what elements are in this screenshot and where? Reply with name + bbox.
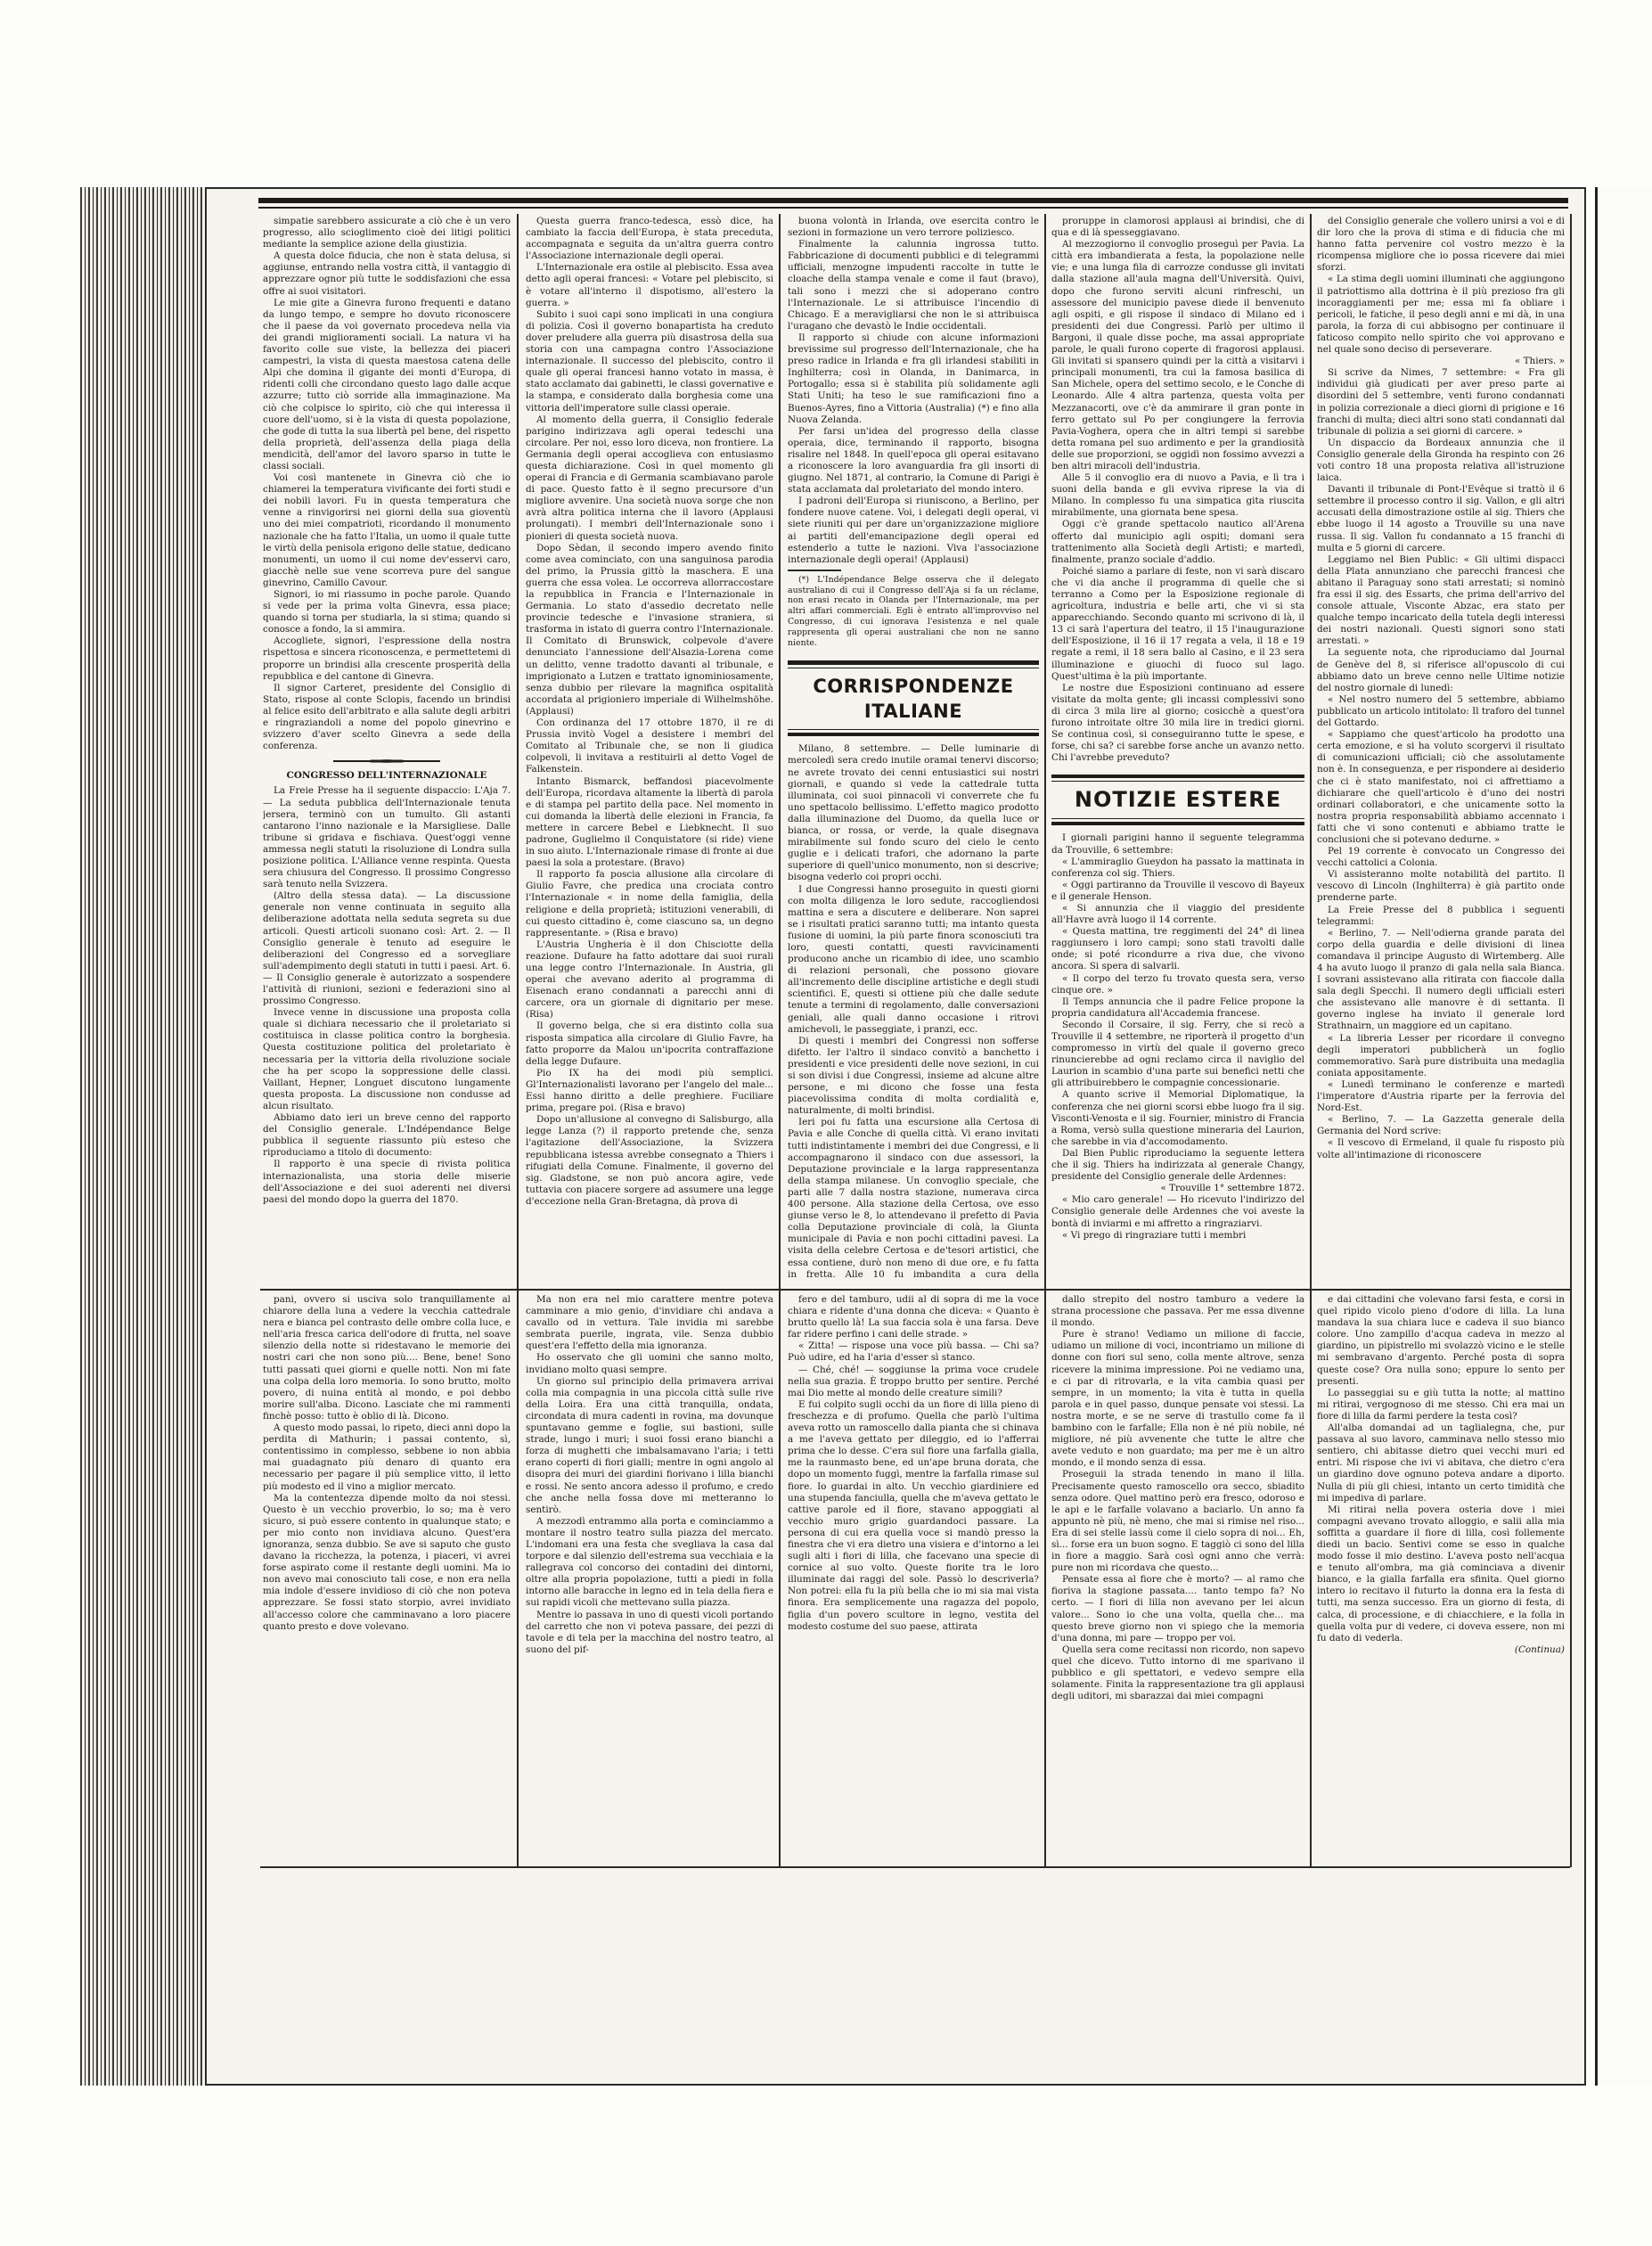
heading-rule xyxy=(788,733,1039,736)
section-heading-corrispondenze: CORRISPONDENZE ITALIANE xyxy=(813,676,1014,723)
paragraph: Il signor Carteret, presidente del Consiglio di Stato, rispose al conte Sclopis, facendo un brindisi al felice esito dell'arbitrato e alla salute degli arbitri e ringraziandoli a nome del popolo ginevrino e svizzero d'aver scelto Ginevra a sede della conferenza. xyxy=(263,682,511,752)
column-rule xyxy=(517,214,519,1867)
column-1 xyxy=(263,216,511,1282)
paragraph: La Freie Presse ha il seguente dispaccio: L'Aja 7. — La seduta pubblica dell'Internazionale tenuta jersera, terminò con un tumulto. Gli astanti cantarono l'inno nazionale e la Marsigliese. Dalle tribune si gridava e fischiava. Quest'oggi venne ammessa negli statuti la risoluzione di Londra sulla posizione politica. L'Alliance venne respinta. Questa sera chiusura del Congresso. Il prossimo Congresso sarà tenuto nella Svizzera. xyxy=(263,785,511,890)
paragraph: Proseguii la strada tenendo in mano il lilla. Precisamente questo ramoscello ora secco, sbiadito senza odore. Quel mattino però era fresco, odoroso e le api e le farfalle volavano a baciarlo. Un anno fa appunto nè più, nè meno, che mai si rimise nel riso... Era di sei stelle lassù come il cielo sopra di noi... Eh, sì... forse era un buon sogno. E taggiò ci sono del lilla in fiore a maggio. Sarà così ogni anno che verrà: pure non mi ricordava che questo... xyxy=(1051,1469,1304,1574)
column-rule xyxy=(779,214,781,1867)
paragraph: Pio IX ha dei modi più semplici. Gl'Internazionalisti lavorano per l'angelo del male... Essi hanno diritto a delle preghiere. Fuciliare prima, pregare poi. (Risa e bravo) xyxy=(526,1067,773,1114)
paragraph: A questa dolce fiducia, che non è stata delusa, si aggiunse, entrando nella vostra città, il vantaggio di apprezzare ognor più tutte le soddisfazioni che essa offre ai suoi visitatori. xyxy=(263,250,511,297)
paragraph: Di questi i membri dei Congressi non sofferse difetto. Ier l'altro il sindaco convitò a banchetto i presidenti e vice presidenti delle nove sezioni, in cui si son divisi i due Congressi, insieme ad alcune altre persone, e mi dicono che fosse una festa piacevolissima condita di molta cordialità e, naturalmente, di molti brindisi. xyxy=(788,1035,1039,1117)
paragraph: proruppe in clamorosi applausi ai brindisi, che di qua e di là spesseggiavano. xyxy=(1051,216,1304,239)
feuilleton-column-1 xyxy=(263,1294,511,1861)
feuilleton-rule xyxy=(260,1289,1570,1291)
column-rule xyxy=(1310,214,1312,1867)
paragraph: Per farsi un'idea del progresso della classe operaia, dice, terminando il rapporto, bisogna risalire nel 1848. In quell'epoca gli operai esitavano a riconoscere la loro avanguardia fra gli insorti di giugno. Nel 1871, al contrario, la Comune di Parigi è stata acclamata dal proletariato del mondo intero. xyxy=(788,425,1039,496)
paragraph: Pure è strano! Vediamo un milione di faccie, udiamo un milione di voci, incontriamo un milione di donne con fiori sul seno, colla mente altrove, senza ricevere la minima impressione. Poi ne vediamo una, e ci par di ritrovarla, e la vita cambia quasi per sempre, in un momento; la vita è tutta in quella parola e in quel passo, dunque pensate voi stessi. La nostra morte, e se ne serve di trastullo come fa il bambino con le farfalle; Ella non è né più nobile, né migliore, né più avvenente che tutte le altre che avete veduto e non guardato; ma per me è un altro mondo, e il mondo senza di essa. xyxy=(1051,1329,1304,1469)
paragraph: La Freie Presse del 8 pubblica i seguenti telegrammi: xyxy=(1317,904,1565,927)
paragraph: Si scrive da Nimes, 7 settembre: « Fra gli individui già giudicati per aver preso parte ai disordini del 5 settembre, venti furono condannati in polizia correzionale a dieci giorni di prigione e 16 franchi di multa; dieci altri sono stati condannati dal tribunale di polizia a sei giorni di carcere. » xyxy=(1317,367,1565,437)
paragraph: Alle 5 il convoglio era di nuovo a Pavia, e lì tra i suoni della banda e gli evviva riprese la via di Milano. In complesso fu una simpatica gita riuscita mirabilmente, una giornata bene spesa. xyxy=(1051,472,1304,519)
paragraph: Dopo Sèdan, il secondo impero avendo finito come avea cominciato, con una sanguinosa parodia del primo, la Prussia gittò la maschera. E una guerra che essa volea. Le occorreva allorraccostare la repubblica in Francia e l'Internazionale in Germania. Lo stato d'assedio decretato nelle provincie tedesche e l'invasione straniera, si trasforma in istato di guerra contro l'Internazionale. Il Comitato di Brunswick, colpevole d'avere denunciato l'annessione dell'Alsazia-Lorena come un delitto, venne tradotto davanti al tribunale, e imprigionato a Lutzen e trattato ignominiosamente, senza dubbio per rilevare la magnifica ospitalità accordata al prigioniero imperiale di Wilhelmshöhe. (Applausi) xyxy=(526,542,773,717)
section-divider xyxy=(333,758,440,765)
heading-rule xyxy=(788,729,1039,730)
paragraph: Intanto Bismarck, beffandosi piacevolmente dell'Europa, ricordava altamente la libertà di parola e di stampa pel partito della pace. Nel momento in cui domanda la libertà delle elezioni in Francia, fa mettere in carcere Bebel e Liebknecht. Il suo padrone, Guglielmo il Conquistatore (si ride) viene in suo aiuto. L'Internazionale rimase di fronte ai due paesi la sola a protestare. (Bravo) xyxy=(526,775,773,869)
paragraph: Voi così mantenete in Ginevra ciò che io chiamerei la temperatura vivificante dei forti studi e dei nobili lavori. Fu in questa temperatura che venne a rinvigorirsi nei giorni della sua gioventù uno dei miei compatrioti, ricordando il monumento nazionale che ha fatto l'Italia, un uomo il quale tutte le virtù della penisola erigono delle statue, dedicano monumenti, un uomo il cui nome dev'esservi caro, giacchè nelle sue vene scorreva pure del sangue ginevrino, Camillo Cavour. xyxy=(263,472,511,588)
paragraph: Finalmente la calunnia ingrossa tutto. Fabbricazione di documenti pubblici e di telegrammi ufficiali, menzogne impudenti raccolte in tutte le cloache della stampa venale e come il faut (bravo), tali sono i mezzi che si adoperano contro l'Internazionale. Le si attribuisce l'incendio di Chicago. E a meravigliarsi che non le si attribuisca l'uragano che devastò le Indie occidentali. xyxy=(788,239,1039,332)
paragraph: Pel 19 corrente è convocato un Congresso dei vecchi cattolici a Colonia. xyxy=(1317,846,1565,869)
heading-rule xyxy=(1051,775,1304,778)
paragraph: del Consiglio generale che vollero unirsi a voi e di dir loro che la prova di stima e di fiducia che mi hanno fatta pervenire col vostro mezzo è la ricompensa migliore che io possa ricevere dai miei sforzi. xyxy=(1317,216,1565,274)
signature: « Thiers. » xyxy=(1514,356,1565,367)
paragraph: Il rapporto è una specie di rivista politica internazionalista, una storia delle miserie dell'Associazione e dei suoi aderenti nei diversi paesi del mondo dopo la guerra del 1870. xyxy=(263,1159,511,1205)
paragraph: Ma la contentezza dipende molto da noi stessi. Questo è un vecchio proverbio, lo so; ma è vero sicuro, si può essere contento in qualunque stato; e per mio conto non invidiava alcuno. Quest'era ignoranza, senza dubbio. Se ave si saputo che gusto davano la ricchezza, la potenza, i piaceri, vi avrei forse aspirato come il restante degli uomini. Ma io non avevo mai conosciuto tali cose, e non era nella mia indole d'essere invidioso di ciò che non poteva apprezzare. Se fossi stato storpio, avrei invidiato all'accesso colore che camminavano a loro piacere quanto presto e dove volevano. xyxy=(263,1492,511,1632)
paragraph: Abbiamo dato ieri un breve cenno del rapporto del Consiglio generale. L'Indépendance Belge pubblica il seguente riassunto più esteso che riproduciamo a titolo di documento: xyxy=(263,1112,511,1159)
paragraph: — Ché, ché! — soggiunse la prima voce crudele nella sua grazia. È troppo brutto per sentire. Perché mai Dio mette al mondo delle creature simili? xyxy=(788,1364,1039,1398)
heading-rule xyxy=(1051,818,1304,819)
top-rule-thin xyxy=(258,207,1568,209)
bottom-rule xyxy=(260,1866,1570,1868)
heading-rule xyxy=(1051,781,1304,782)
paragraph: buona volontà in Irlanda, ove esercita contro le sezioni in formazione un vero terrore poliziesco. xyxy=(788,216,1039,239)
paragraph: fero e del tamburo, udii al di sopra di me la voce chiara e ridente d'una donna che diceva: « Quanto è brutto quello là! La sua faccia sola è una farsa. Deve far ridere perfino i cani delle strade. » xyxy=(788,1294,1039,1340)
paragraph: Ieri poi fu fatta una escursione alla Certosa di Pavia e alle Conche di quella città. Vi erano invitati tutti indistintamente i membri dei due Congressi, e li accompagnarono il sindaco con due assessori, la Deputazione provinciale e la larga rappresentanza della stampa milanese. Un convoglio speciale, che parti alle 7 dalla nostra stazione, numerava circa 400 persone. Alla stazione della Certosa, ove esso giunse verso le 8, lo attendevano il prefetto di Pavia colla Deputazione provinciale di colà, la Giunta municipale di Pavia e non pochi cittadini pavesi. La visita della celebre Certosa e de'tesori artistici, che essa contiene, durò non meno di due ore, e fu fatta in fretta. Alle 10 fu imbandita a cura della xyxy=(788,1117,1039,1280)
section-heading: CONGRESSO DELL'INTERNAZIONALE xyxy=(286,770,487,782)
section-heading-notizie-estere: NOTIZIE ESTERE xyxy=(1074,787,1282,813)
paragraph: « L'ammiraglio Gueydon ha passato la mattinata in conferenza col sig. Thiers. xyxy=(1051,856,1304,879)
paragraph: « La stima degli uomini illuminati che aggiungono il patriottismo alla dottrina è il più prezioso fra gli incoraggiamenti per me; essa mi fa obliare i pericoli, le fatiche, il peso degli anni e mi dà, in una parola, la forza di cui abbisogno per continuare il faticoso compito nello spirito che voi approvano e nel quale sono deciso di perseverare. xyxy=(1317,274,1565,356)
letter-dateline: « Trouville 1° settembre 1872. xyxy=(1160,1183,1304,1194)
paragraph: A questo modo passai, lo ripeto, dieci anni dopo la perdita di Mathurin; i passai contento, sì, contentissimo in complesso, sebbene io non abbia mai guadagnato più denaro di quanto era necessario per pagare il più semplice vitto, il letto più modesto ed il vino a miglior mercato. xyxy=(263,1422,511,1492)
column-4 xyxy=(1051,216,1304,1282)
paragraph: pani, ovvero si usciva solo tranquillamente al chiarore della luna a vedere la vecchia cattedrale nera e bianca pel contrasto delle ombre colla luce, e nell'aria fresca carica dell'odore di frutta, nel soave silenzio della notte si ridestavano le memorie dei nostri cari che non sono più.... Bene, bene! Sono tutti passati quei giorni e quelle notti. Non mi fate una colpa della loro memoria. Io sono brutto, molto povero, di nuina entità al mondo, e poi debbo morire sull'alba. Dicono. Lasciate che mi rammenti finchè posso: tutto è oblio di là. Dicono. xyxy=(263,1294,511,1422)
heading-rule xyxy=(1051,822,1304,825)
paragraph: Ho osservato che gli uomini che sanno molto, invidiano molto quasi sempre. xyxy=(526,1352,773,1375)
paragraph: La seguente nota, che riproduciamo dal Journal de Genève del 8, si riferisce all'opuscolo di cui abbiamo dato un breve cenno nelle Ultime notizie del nostro giornale di lunedì: xyxy=(1317,647,1565,693)
footnote: (*) L'Indépendance Belge osserva che il delegato australiano di cui il Congresso dell'Aja si fa un réclame, non erasi recato in Olanda per l'Internazionale, ma per altri affari commerciali. Egli è entrato all'improvviso nel Congresso, di cui ignorava l'esistenza e nel quale rappresenta gli operai australiani che non ne sanno niente. xyxy=(788,574,1039,648)
paragraph: Vi assisteranno molte notabilità del partito. Il vescovo di Lincoln (Inghilterra) è già partito onde prenderne parte. xyxy=(1317,869,1565,904)
paragraph: Secondo il Corsaire, il sig. Ferry, che si recò a Trouville il 4 settembre, ne riporterà il progetto d'un compromesso in virtù del quale il governo greco rinuncierebbe ad ogni reclamo circa il naviglio del Laurion in scambio d'una parte sui benefici netti che gli attribuirebbero le compagnie concessionarie. xyxy=(1051,1019,1304,1089)
paragraph: « La libreria Lesser per ricordare il convegno degli imperatori pubblicherà un foglio commemorativo. Sarà pure distribuita una medaglia coniata appositamente. xyxy=(1317,1032,1565,1078)
paragraph: simpatie sarebbero assicurate a ciò che è un vero progresso, allo scioglimento cioè dei litigi politici mediante la semplice azione della giustizia. xyxy=(263,216,511,250)
continued-note: (Continua) xyxy=(1514,1644,1565,1655)
paragraph: Mentre io passava in uno di questi vicoli portando del carretto che non vi poteva passare, dei pezzi di tavole e di tela per la macchina del nostro teatro, al suono del pif- xyxy=(526,1609,773,1655)
paragraph: dallo strepito del nostro tamburo a vedere la strana processione che passava. Per me essa divenne il mondo. xyxy=(1051,1294,1304,1329)
paragraph: All'alba domandai ad un taglialegna, che, pur passava al suo lavoro, camminava nello stesso mio sentiero, chi abitasse dietro quei vecchi muri ed entri. Mi rispose che ivi vi abitava, che dietro c'era un giardino dove ognuno poteva andare a diporto. Nulla di più gli chiesi, intanto un certo timidità che mi impediva di parlare. xyxy=(1317,1422,1565,1504)
paragraph: « Questa mattina, tre reggimenti del 24° di linea raggiunsero i loro campi; sono stati travolti dalle onde; si poté ricondurre a riva due, che vivono ancora. Si spera di salvarli. xyxy=(1051,926,1304,972)
footnote-rule xyxy=(788,570,841,571)
paragraph: L'Internazionale era ostile al plebiscito. Essa avea detto agli operai francesi: « Votare pel plebiscito, si è votare all'interno il dispotismo, all'estero la guerra. » xyxy=(526,262,773,308)
paragraph: « Oggi partiranno da Trouville il vescovo di Bayeux e il generale Henson. xyxy=(1051,879,1304,902)
feuilleton-column-5 xyxy=(1317,1294,1565,1861)
heading-rule xyxy=(788,660,1039,665)
paragraph: « Lunedì terminano le conferenze e martedì l'imperatore d'Austria riparte per la ferrovia del Nord-Est. xyxy=(1317,1078,1565,1114)
feuilleton-column-4 xyxy=(1051,1294,1304,1861)
paragraph: I padroni dell'Europa si riuniscono, a Berlino, per fondere nuove catene. Voi, i delegati degli operai, vi siete riuniti qui per dare un'organizzazione migliore ai partiti dell'emancipazione degli operai ed estenderlo a tutte le nazioni. Viva l'associazione internazionale degli operai! (Applausi) xyxy=(788,496,1039,565)
paragraph: Le mie gite a Ginevra furono frequenti e datano da lungo tempo, e sempre ho dovuto riconoscere che il paese da voi governato procedeva nella via dei grandi miglioramenti sociali. La natura vi ha favorito colle sue viste, la bellezza dei piaceri campestri, la vista di questa maestosa catena delle Alpi che domina il gigante dei monti d'Europa, di ridenti colli che circondano questo lago dalle acque azzurre; tutto ciò sorride alla immaginazione. Ma ciò che colpisce lo spirito, ciò che qui interessa il cuore dell'uomo, si è la vista di questa popolazione, che gode di tutta la sua libertà pel bene, del rispetto della proprietà, dell'assenza della piaga della mendicità, dell'amor del lavoro sparso in tutte le classi sociali. xyxy=(263,297,511,471)
paragraph: Pensate essa al fiore che è morto? — al ramo che fioriva la stagione passata.... tanto tempo fa? No certo. — I fiori di lilla non avevano per lei alcun valore... Sono io che una volta, quella che... ma questo breve giorno non vi spiego che la memoria d'una donna, mi pare — troppo per voi. xyxy=(1051,1574,1304,1644)
paragraph: Milano, 8 settembre. — Delle luminarie di mercoledì sera credo inutile oramai tenervi discorso; ne avrete trovato dei cenni entusiastici sui nostri giornali, e quando si vede la cattedrale tutta illuminata, coi suoi pinnacoli vi converrete che fu uno spettacolo bellissimo. L'effetto magico prodotto dalla illuminazione del Duomo, da quella luce or bianca, or rossa, or verde, la quale disegnava mirabilmente sul fondo scuro del cielo le cento guglie e i delicati trafori, che adornano la parte superiore di quell'unico monumento, non si descrive; bisogna vederlo coi propri occhi. xyxy=(788,743,1039,883)
paragraph: Le nostre due Esposizioni continuano ad essere visitate da molta gente; gli incassi complessivi sono di circa 3 mila lire al giorno; cosicchè a quest'ora furono introitate oltre 30 mila lire in tredici giorni. Se continua così, si conseguiranno tutte le spese, e forse, chi sa? ci sarebbe forse anche un avanzo netto. Chi l'avrebbe preveduto? xyxy=(1051,682,1304,764)
paragraph: I due Congressi hanno proseguito in questi giorni con molta diligenza le loro sedute, raccogliendosi mattina e sera a discutere e deliberare. Non saprei se i risultati pratici saranno tutti; ma intanto questa fusione di uomini, la più parte finora sconosciuti tra loro, questi contatti, questi ravvicinamenti producono anche un ricambio di idee, uno scambio di relazioni personali, che possono giovare all'incremento delle discipline artistiche e degli studi scientifici. E, questi si ottiene più che dalle sedute tenute a termini di regolamento, dalle conversazioni geniali, alle quali danno occasione i ritrovi amichevoli, le passeggiate, i pranzi, ecc. xyxy=(788,883,1039,1035)
column-rule xyxy=(1044,214,1046,1867)
column-2 xyxy=(526,216,773,1282)
paragraph: A mezzodì entrammo alla porta e cominciammo a montare il nostro teatro sulla piazza del mercato. L'indomani era una festa che svegliava la casa dal torpore e dal silenzio dell'estrema sua vecchiaia e la rallegrava col concorso dei contadini dei dintorni, oltre alla propria popolazione, tutti a piedi in folla intorno alle baracche in legno ed in tela della fiera e sui rapidi vicoli che mettevano sulla piazza. xyxy=(526,1515,773,1609)
paragraph: Mi ritirai nella povera osteria dove i miei compagni avevano trovato alloggio, e salii alla mia soffitta a guardare il fiore di lilla, così follemente diedi un bacio. Sentivi come se esso in qualche modo fosse il mio destino. L'aveva posto nell'acqua e tenuto all'ombra, ma già cominciava a divenir bianco, e la gialla farfalla era sfinita. Quel giorno intero io recitavo il futurto la donna era la festa di tutti, ma senza successo. Era un giorno di festa, di calca, di processione, e di chiacchiere, e la folla in quella volta pur di vedere, ci doveva essere, non mi fu dato di vederla. xyxy=(1317,1504,1565,1644)
paragraph: Un dispaccio da Bordeaux annunzia che il Consiglio generale della Gironda ha respinto con 26 voti contro 18 una proposta relativa all'istruzione laica. xyxy=(1317,437,1565,484)
paragraph: Subito i suoi capi sono implicati in una congiura di polizia. Così il governo bonapartista ha creduto dover preludere alla guerra più disastrosa della sua storia con una campagna contro l'Associazione internazionale. Il successo del plebiscito, contro il quale gli operai francesi hanno votato in massa, è stato acclamato dai gabinetti, le classi governative e la stampa, e considerato dalla borghesia come una vittoria dell'imperatore sulle classi operaie. xyxy=(526,308,773,414)
paragraph: Invece venne in discussione una proposta colla quale si dichiara necessario che il proletariato si costituisca in classe politica contro la borghesia. Questa costituzione politica del proletariato è necessaria per la vittoria della rivoluzione sociale che ha per scopo la soppressione delle classi. Vaillant, Hepner, Longuet discutono lungamente questa proposta. La discussione non condusse ad alcun risultato. xyxy=(263,1007,511,1111)
column-5 xyxy=(1317,216,1565,1282)
next-page-edge xyxy=(1595,187,1652,2086)
paragraph: L'Austria Ungheria è il don Chisciotte della reazione. Dufaure ha fatto adottare dai suoi rurali una legge contro l'Internazionale. In Austria, gli operai che avevano aderito al programma di Eisenach erano condannati a parecchi anni di carcere, ora un giornale di dignitario per mese. (Risa) xyxy=(526,939,773,1021)
paragraph: Lo passeggiai su e giù tutta la notte; al mattino mi ritirai, vergognoso di me stesso. Chi era mai un fiore di lilla da farmi perdere la testa così? xyxy=(1317,1387,1565,1422)
paragraph: (Altro della stessa data). — La discussione generale non venne continuata in seguito alla deliberazione adottata nella seduta segreta su due articoli. Questi articoli suonano così: Art. 2. — Il Consiglio generale è tenuto ad eseguire le deliberazioni del Congresso ed a sorvegliare sull'adempimento degli statuti in tutti i paesi. Art. 6. — Il Consiglio generale è autorizzato a sospendere l'attività di riunioni, sezioni e federazioni sino al prossimo Congresso. xyxy=(263,890,511,1007)
paragraph: Leggiamo nel Bien Public: « Gli ultimi dispacci della Plata annunziano che parecchi francesi che abitano il Paraguay sono stati arrestati; si nominò fra essi il sig. des Essarts, che prima dell'arrivo del console attuale, Visconte Abzac, era stato per qualche tempo incaricato della tutela degli interessi dei nostri nazionali. Questi signori sono stati arrestati. » xyxy=(1317,553,1565,647)
paragraph: Signori, io mi riassumo in poche parole. Quando si vede per la prima volta Ginevra, essa piace; quando si torna per studiarla, la si stima; quando si conosce a fondo, la si ammira. xyxy=(263,589,511,635)
paragraph: Al mezzogiorno il convoglio proseguì per Pavia. La città era imbandierata a festa, la popolazione nelle vie; e una lunga fila di carrozze condusse gli invitati dalla stazione all'aula magna dell'Università. Quivi, dopo che furono serviti alcuni rinfreschi, un assessore del municipio pavese diede il benvenuto agli ospiti, e gli rispose il sindaco di Milano ed i presidenti dei due Congressi. Parlò per ultimo il Bargoni, il quale disse poche, ma assai appropriate parole, le quali furono coperte di fragorosi applausi. Gli invitati si spansero quindi per la città a visitarvi i principali monumenti, tra cui la famosa basilica di San Michele, opera del settimo secolo, e le Conche di Leonardo. Alle 4 altra partenza, questa volta per Mezzanacorti, ove c'è da ammirare il gran ponte in ferro gettato sul Po per congiungere la ferrovia Pavia-Voghera, opera che in altri tempi si sarebbe detta romana pel suo ardimento e per la grandiosità delle sue proporzioni, se oggidì non fossimo avvezzi a ben altri miracoli dell'industria. xyxy=(1051,239,1304,471)
paragraph: Dal Bien Public riproduciamo la seguente lettera che il sig. Thiers ha indirizzata al generale Changy, presidente del Consiglio generale delle Ardennes: xyxy=(1051,1147,1304,1183)
paragraph: Dopo un'allusione al convegno di Salisburgo, alla legge Lanza (?) il rapporto pretende che, senza l'agitazione dell'Associazione, la Svizzera repubblicana istessa avrebbe consegnato a Thiers i rifugiati della Comune. Finalmente, il governo del sig. Gladstone, se non può ancora agire, vede tuttavia con piacere sorgere ad assumere una legge d'eccezione nella Gran-Bretagna, dà prova di xyxy=(526,1114,773,1207)
paragraph: « Si annunzia che il viaggio del presidente all'Havre avrà luogo il 14 corrente. xyxy=(1051,902,1304,926)
top-rule xyxy=(258,198,1568,203)
paragraph: Ma non era nel mio carattere mentre poteva camminare a mio genio, d'invidiare chi andava a cavallo od in vettura. Tale invidia mi sarebbe sembrata puerile, ingrata, vile. Senza dubbio quest'era l'effetto della mia ignoranza. xyxy=(526,1294,773,1352)
column-3 xyxy=(788,216,1039,1282)
paragraph: « Zitta! — rispose una voce più bassa. — Chi sa? Può udire, ed ha l'aria d'esser sì stanco. xyxy=(788,1340,1039,1364)
paragraph: Con ordinanza del 17 ottobre 1870, il re di Prussia invitò Vogel a desistere i membri del Comitato al Tribunale che, se non li giudica colpevoli, li invitava a restituirli al detto Vogel de Falkenstein. xyxy=(526,717,773,775)
paragraph: Il Temps annuncia che il padre Felice propone la propria candidatura all'Accademia francese. xyxy=(1051,996,1304,1019)
feuilleton-column-2 xyxy=(526,1294,773,1861)
paragraph: A quanto scrive il Memorial Diplomatique, la conferenza che nei giorni scorsi ebbe luogo fra il sig. Visconti-Venosta e il sig. Fournier, ministro di Francia a Roma, versò sulla questione mineraria del Laurion, che sarebbe in via d'accomodamento. xyxy=(1051,1089,1304,1147)
paragraph: Un giorno sul principio della primavera arrivai colla mia compagnia in una piccola città sulle rive della Loira. Era una città tranquilla, ondata, circondata di mura cadenti in rovina, ma dovunque spuntavano gemme e foglie, sui bastioni, sulle strade, lungo i muri; i suoi fossi erano bianchi a forza di mughetti che imbalsamavano l'aria; i tetti erano coperti di fiori gialli; mentre in ogni angolo al disopra dei muri dei giardini fiorivano i lilla bianchi e rossi. Ne sento ancora adesso il profumo, e credo che anche nella fossa dove mi metteranno lo sentirò. xyxy=(526,1375,773,1515)
paragraph: Il rapporto fa poscia allusione alla circolare di Giulio Favre, che predica una crociata contro l'Internazionale « in nome della famiglia, della religione e della proprietà; istituzioni venerabili, di cui questo cittadino è, come ciascuno sa, un degno rappresentante. » (Risa e bravo) xyxy=(526,869,773,939)
paragraph: « Nel nostro numero del 5 settembre, abbiamo pubblicato un articolo intitolato: Il traforo del tunnel del Gottardo. xyxy=(1317,693,1565,729)
paragraph: « Berlino, 7. — La Gazzetta generale della Germania del Nord scrive: xyxy=(1317,1114,1565,1137)
paragraph: « Sappiamo che quest'articolo ha prodotto una certa emozione, e si ha voluto scorgervi il risultato di comunicazioni ufficiali; ciò che assolutamente non è. In conseguenza, e per rispondere ai desiderio che ci è stato manifestato, noi ci affrettiamo a dichiarare che quell'articolo è d'uno dei nostri ordinari collaboratori, e che unicamente sotto la nostra propria responsabilità abbiamo accennato i fatti che vi sono contenuti e abbiamo tratte le conclusioni che si potevano dedurne. » xyxy=(1317,729,1565,845)
paragraph: Al momento della guerra, il Consiglio federale parigino indirizzava agli operai tedeschi una circolare. Per noi, esso loro diceva, non frontiere. La Germania degli operai accoglieva con entusiasmo questa dichiarazione. Così in quel momento gli operai di Francia e di Germania scambiavano parole di pace. Questo fatto è il segno precursore d'un migliore avvenire. Una società nuova sorge che non avrà altra politica interna che il lavoro (Applausi prolungati). I membri dell'Internazionale sono i pionieri di questa società nuova. xyxy=(526,414,773,542)
feuilleton-column-3 xyxy=(788,1294,1039,1861)
paragraph: « Il corpo del terzo fu trovato questa sera, verso cinque ore. » xyxy=(1051,972,1304,996)
paragraph: Il governo belga, che si era distinto colla sua risposta simpatica alla circolare di Giulio Favre, ha fatto proporre da Malou un'ipocrita contraffazione della legge Dufaure. xyxy=(526,1021,773,1067)
paragraph: Il rapporto si chiude con alcune informazioni brevissime sul progresso dell'Internazionale, che ha preso radice in Irlanda e fra gli irlandesi stabiliti in Inghilterra; così in Olanda, in Danimarca, in Portogallo; essa si è stabilita più solidamente agli Stati Uniti; ha teso le sue ramificazioni fino a Buenos-Ayres, fino a Vittoria (Australia) (*) e fino alla Nuova Zelanda. xyxy=(788,332,1039,425)
paragraph: Questa guerra franco-tedesca, essò dice, ha cambiato la faccia dell'Europa, è stata preceduta, accompagnata e seguita da un'altra guerra contro l'Associazione internazionale degli operai. xyxy=(526,216,773,262)
book-binding-edge xyxy=(80,187,214,2086)
paragraph: Poiché siamo a parlare di feste, non vi sarà discaro che vi dia anche il programma di quelle che si terranno a Como per la Esposizione regionale di agricoltura, industria e belle arti, che vi si sta apparecchiando. Secondo quanto mi scrivono di là, il 13 ci sarà l'apertura del teatro, il 15 l'inaugurazione dell'Esposizione, il 16 il 17 regata a vela, il 18 e 19 regate a remi, il 18 sera ballo al Casino, e il 23 sera illuminazione e giuochi di fuoco sul lago. Quest'ultima è la più importante. xyxy=(1051,565,1304,682)
paragraph: Oggi c'è grande spettacolo nautico all'Arena offerto dal municipio agli ospiti; domani sera trattenimento alla Società degli Artisti; e martedì, finalmente, pranzo sociale d'addio. xyxy=(1051,519,1304,565)
paragraph: « Vi prego di ringraziare tutti i membri xyxy=(1062,1229,1247,1241)
paragraph: « Il vescovo di Ermeland, il quale fu risposto più volte all'intimazione di riconoscere xyxy=(1317,1137,1565,1160)
paragraph: E fui colpito sugli occhi da un fiore di lilla pieno di freschezza e di profumo. Quella che parlò l'ultima aveva rotto un ramoscello dalla pianta che si chinava a me l'aveva gettato per dileggio, ed io l'afferrai prima che lo desse. C'era sul fiore una farfalla gialla, me la raunmasto bene, ed un'ape bruna dorata, che dopo un momento fuggì, mentre la farfalla rimase sul fiore. Io guardai in alto. Un vecchio giardiniere ed una stupenda fanciulla, quella che m'aveva gettato le cattive parole ed il fiore, stavano appoggiati al vecchio muro grigio guardandoci passare. La persona di cui era quella voce si mandò presso la finestra che vi era dietro una visiera e d'intorno a lei sugli alti i fiori di lilla, che facevano una specie di cornice al suo volto. Queste fiorite tra le loro illuminate dai raggi del sole. Passò lo descriverla? Non potrei: ella fu la più bella che io mi sia mai vista finora. Era semplicemente una ragazza del popolo, figlia d'un povero scultore in legno, vestita del modesto costume del suo paese, attirata xyxy=(788,1398,1039,1632)
column-rule xyxy=(1570,214,1572,1867)
paragraph: I giornali parigini hanno il seguente telegramma da Trouville, 6 settembre: xyxy=(1051,832,1304,856)
paragraph: Accogliete, signori, l'espressione della nostra rispettosa e sincera riconoscenza, e permettetemi di proporre un brindisi alla crescente prosperità della repubblica e del cantone di Ginevra. xyxy=(263,635,511,682)
paragraph: Quella sera come recitassi non ricordo, non sapevo quel che dicevo. Tutto intorno di me sparivano il pubblico e gli spettatori, e vedevo sempre ella solamente. Finita la rappresentazione tra gli applausi degli uditori, mi sbarazzai dai miei compagni xyxy=(1051,1644,1304,1702)
paragraph: « Mio caro generale! — Ho ricevuto l'indirizzo del Consiglio generale delle Ardennes che voi aveste la bontà di inviarmi e mi affretto a ringraziarvi. xyxy=(1051,1194,1304,1229)
paragraph: e dai cittadini che volevano farsi festa, e corsi in quel ripido vicolo pieno d'odore di lilla. La luna mandava la sua chiara luce e cadeva il suo bianco colore. Uno zampillo d'acqua cadeva in mezzo al giardino, un pipistrello mi svolazzò vicino e le stelle mi sembravano d'argento. Perché posta di sopra queste cose? Ora nulla sono; eppure lo sento per presenti. xyxy=(1317,1294,1565,1387)
paragraph: Davanti il tribunale di Pont-l'Evêque si trattò il 6 settembre il processo contro il sig. Vallon, e gli altri accusati della dimostrazione ostile al sig. Thiers che ebbe luogo il 14 agosto a Trouville su una nave russa. Il sig. Vallon fu condannato a 15 franchi di multa e 5 giorni di carcere. xyxy=(1317,484,1565,553)
paragraph: « Berlino, 7. — Nell'odierna grande parata del corpo della guardia e delle divisioni di linea comandava il principe Augusto di Wirtemberg. Alle 4 ha avuto luogo il pranzo di gala nella sala Bianca. I sovrani assistevano alla ritirata con fiaccole dalla sala degli Specchi. Il numero degli ufficiali esteri che assistevano alle manovre è di settanta. Il governo inglese ha inviato il generale lord Strathnairn, un maggiore ed un capitano. xyxy=(1317,927,1565,1032)
